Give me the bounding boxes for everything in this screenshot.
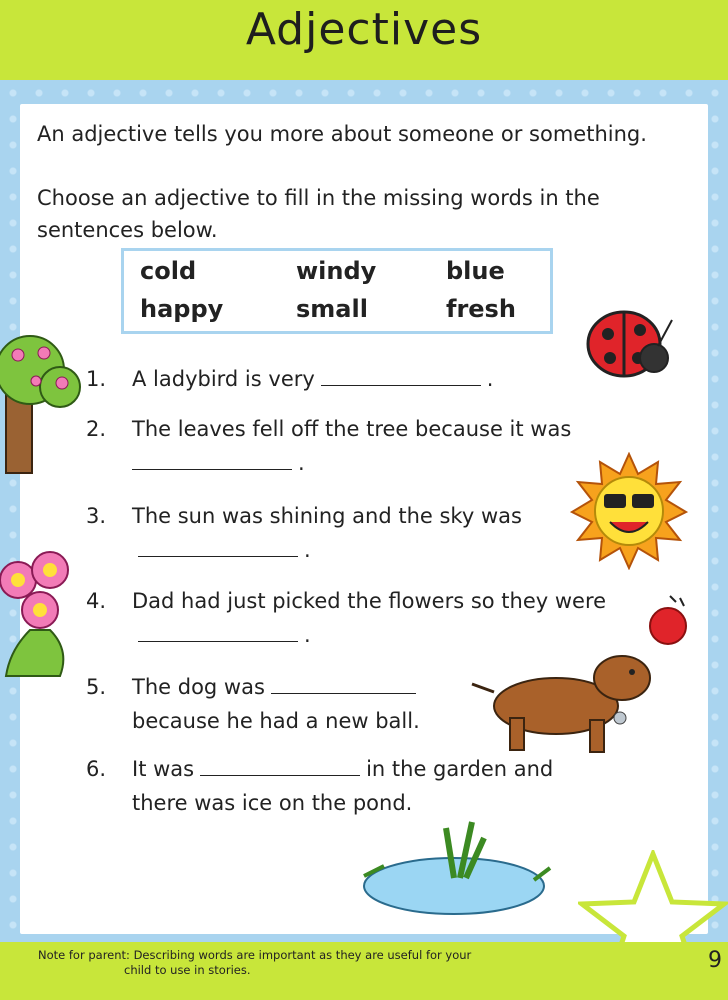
question-after: because he had a new ball.: [132, 709, 420, 733]
question-text: [132, 670, 462, 738]
answer-blank-4[interactable]: [138, 624, 298, 642]
question-after: .: [298, 451, 305, 475]
ball-icon: [646, 592, 690, 648]
question-text: [132, 499, 532, 567]
answer-blank-6[interactable]: [200, 758, 360, 776]
question-number: 6.: [86, 757, 107, 781]
question-number: 3.: [86, 504, 107, 528]
question-before: The dog was: [132, 675, 265, 699]
answer-blank-5[interactable]: [271, 676, 416, 694]
answer-blank-2[interactable]: [132, 452, 292, 470]
question-before: It was: [132, 757, 195, 781]
question-number: 4.: [86, 589, 107, 613]
question-after: .: [304, 623, 311, 647]
ladybird-icon: [582, 300, 678, 390]
page-number: 9: [708, 948, 722, 973]
flowers-icon: [0, 540, 82, 680]
question-text: [132, 584, 622, 652]
word-bank: [121, 248, 553, 334]
word-small: small: [296, 295, 368, 323]
question-number: 2.: [86, 417, 107, 441]
answer-blank-1[interactable]: [321, 368, 481, 386]
question-after: .: [304, 538, 311, 562]
parent-note-line-2: child to use in stories.: [124, 963, 251, 977]
question-text: [132, 752, 562, 820]
word-happy: happy: [140, 295, 224, 323]
question-number: 5.: [86, 675, 107, 699]
answer-blank-3[interactable]: [138, 539, 298, 557]
word-windy: windy: [296, 257, 377, 285]
question-after: .: [486, 367, 494, 391]
parent-note: [38, 948, 498, 978]
dog-icon: [470, 648, 662, 756]
word-cold: cold: [140, 257, 197, 285]
sun-icon: [570, 452, 688, 570]
intro-line-2: Choose an adjective to fill in the missing words in the sentences below.: [37, 186, 600, 242]
parent-note-line-1: Note for parent: Describing words are important as they are useful for your: [38, 948, 472, 962]
word-blue: blue: [446, 257, 505, 285]
question-after: in the garden and there was ice on the pond.: [132, 757, 554, 815]
page-title: Adjectives: [245, 4, 483, 55]
tree-icon: [0, 325, 82, 475]
question-before: The sun was shining and the sky was: [132, 504, 522, 528]
question-before: The leaves fell off the tree because it was: [132, 417, 572, 441]
question-before: A ladybird is very: [132, 367, 315, 391]
intro-line-1: An adjective tells you more about someone or something.: [37, 122, 647, 146]
question-before: Dad had just picked the flowers so they were: [132, 589, 607, 613]
word-fresh: fresh: [446, 295, 516, 323]
question-number: 1.: [86, 367, 107, 391]
pond-icon: [354, 818, 554, 918]
question-text: [132, 362, 652, 396]
